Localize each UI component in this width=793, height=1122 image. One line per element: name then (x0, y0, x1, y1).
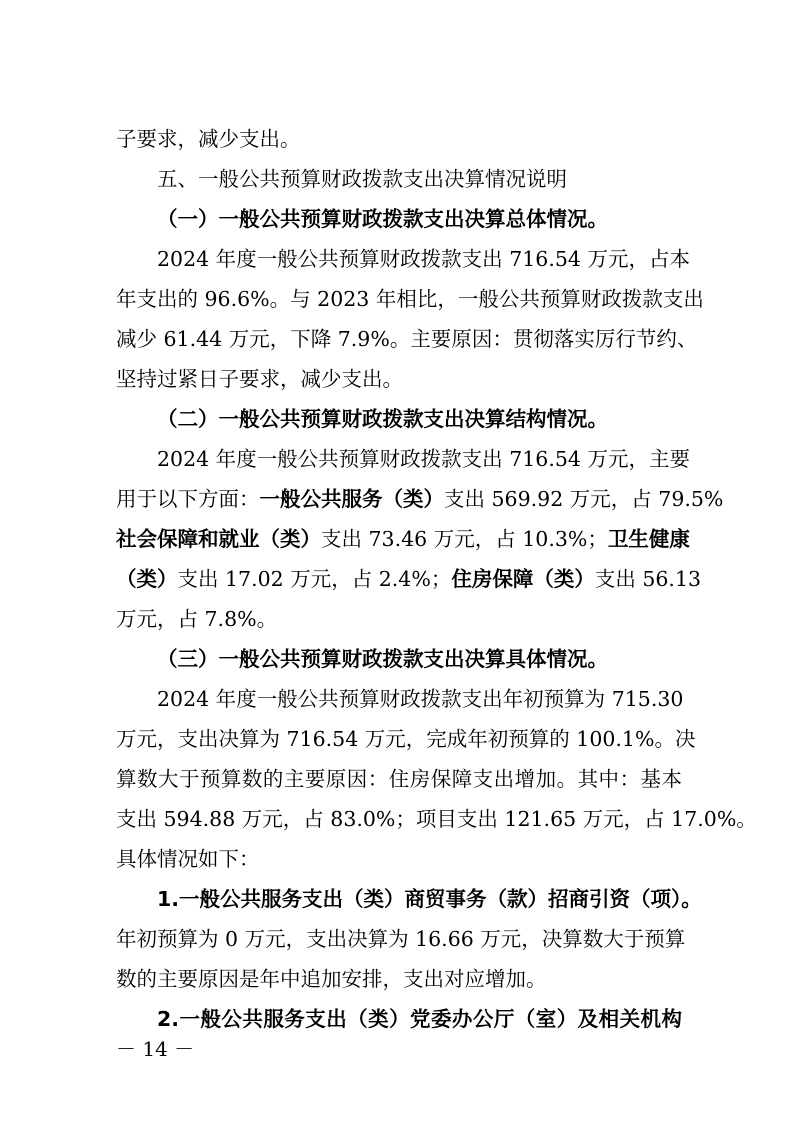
paragraph-line: 2024 年度一般公共预算财政拨款支出 716.54 万元，占本 (157, 247, 690, 271)
paragraph-line: 2024 年度一般公共预算财政拨款支出年初预算为 715.30 (157, 687, 684, 711)
category-label: （类） (116, 567, 178, 591)
category-label: 社会保障和就业（类） (116, 527, 321, 551)
paragraph-line (116, 519, 690, 559)
paragraph-line: 算数大于预算数的主要原因：住房保障支出增加。其中：基本 (116, 767, 682, 791)
paragraph-line: 万元，占 7.8%。 (116, 607, 278, 631)
paragraph-line: 年初预算为 0 万元，支出决算为 16.66 万元，决算数大于预算 (116, 927, 686, 951)
page-number: － 14 － (116, 1037, 195, 1061)
item-heading: 1.一般公共服务支出（类）商贸事务（款）招商引资（项）。 (157, 887, 702, 911)
category-label: 住房保障（类） (451, 567, 595, 591)
subsection-heading: （二）一般公共预算财政拨款支出决算结构情况。 (157, 407, 608, 431)
category-label: 一般公共服务（类） (259, 487, 444, 511)
paragraph-line: 2024 年度一般公共预算财政拨款支出 716.54 万元，主要 (157, 447, 690, 471)
category-label: 卫生健康 (607, 527, 690, 551)
paragraph-line: 万元，支出决算为 716.54 万元，完成年初预算的 100.1%。决 (116, 727, 696, 751)
paragraph-line: 具体情况如下： (116, 847, 260, 871)
paragraph-line (116, 559, 702, 599)
item-heading: 2.一般公共服务支出（类）党委办公厅（室）及相关机构 (157, 1007, 682, 1031)
paragraph-line: 减少 61.44 万元，下降 7.9%。主要原因：贯彻落实厉行节约、 (116, 327, 698, 351)
text-run: 支出 17.02 万元，占 2.4%； (177, 567, 452, 591)
paragraph-line: 支出 594.88 万元，占 83.0%；项目支出 121.65 万元，占 17.0%。 (116, 807, 757, 831)
text-run: 支出 56.13 (594, 567, 702, 591)
paragraph-line: 子要求，减少支出。 (116, 127, 301, 151)
paragraph-line (116, 479, 724, 519)
text-run: 支出 73.46 万元，占 10.3%； (321, 527, 608, 551)
text-run: 用于以下方面： (116, 487, 260, 511)
subsection-heading: （一）一般公共预算财政拨款支出决算总体情况。 (157, 207, 608, 231)
paragraph-line: 数的主要原因是年中追加安排，支出对应增加。 (116, 967, 547, 991)
paragraph-line: 坚持过紧日子要求，减少支出。 (116, 367, 403, 391)
section-heading: 五、一般公共预算财政拨款支出决算情况说明 (157, 167, 567, 191)
text-run: 支出 569.92 万元，占 79.5% (444, 487, 724, 511)
paragraph-line: 年支出的 96.6%。与 2023 年相比，一般公共预算财政拨款支出 (116, 287, 704, 311)
subsection-heading: （三）一般公共预算财政拨款支出决算具体情况。 (157, 647, 608, 671)
